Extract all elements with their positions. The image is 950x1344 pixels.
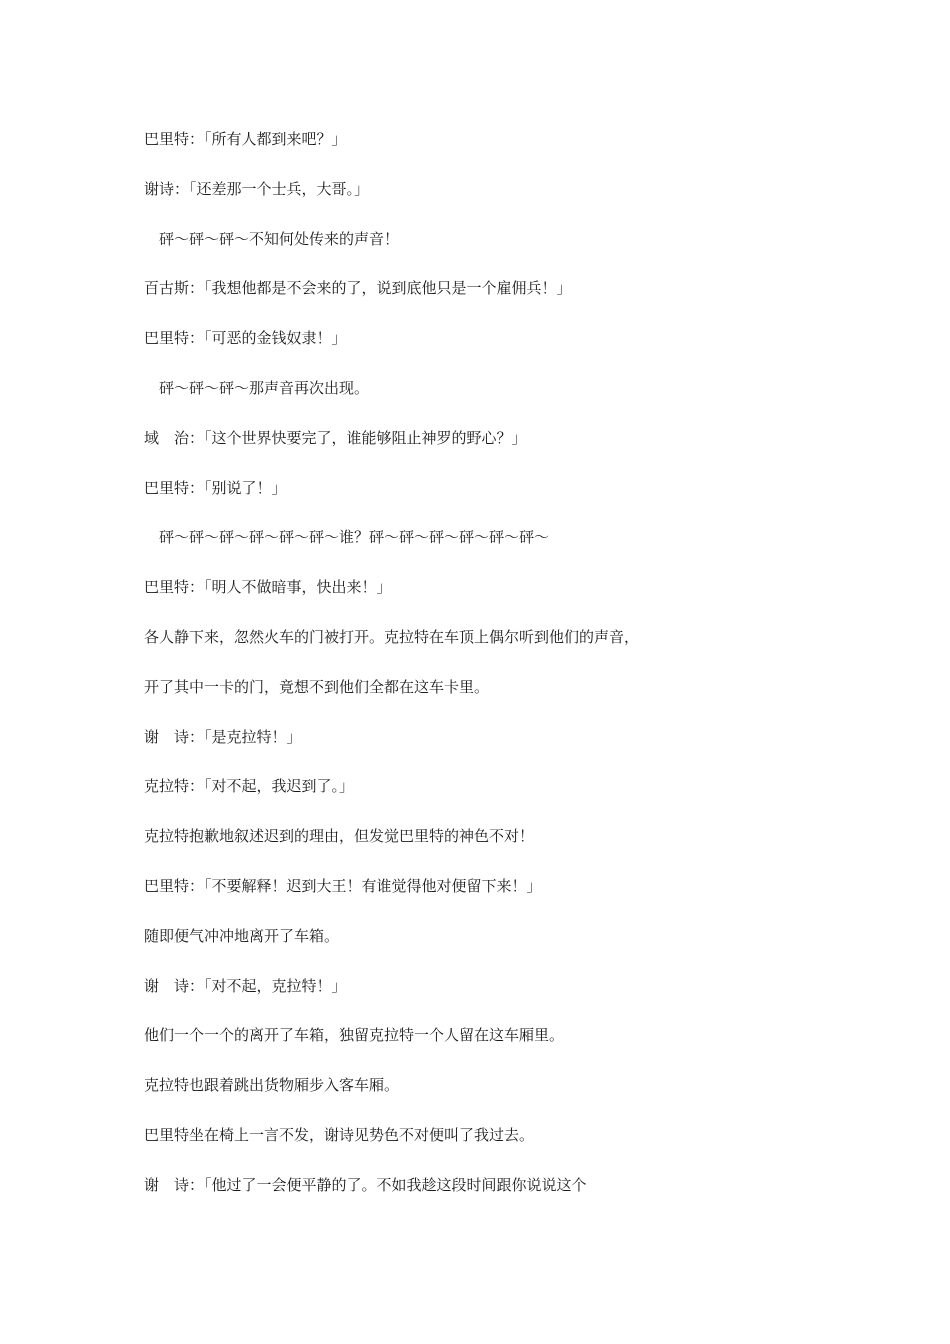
text-line: 百古斯：「我想他都是不会来的了，说到底他只是一个雇佣兵！」 (144, 279, 572, 298)
text-line: 克拉特：「对不起，我迟到了。」 (144, 777, 355, 796)
text-line: 砰～砰～砰～那声音再次出现。 (144, 378, 370, 397)
text-line: 随即便气冲冲地离开了车箱。 (144, 926, 340, 945)
text-line: 谢 诗：「他过了一会便平静的了。不如我趁这段时间跟你说说这个 (144, 1175, 587, 1194)
text-line: 巴里特：「明人不做暗事，快出来！」 (144, 578, 392, 597)
text-line: 他们一个一个的离开了车箱，独留克拉特一个人留在这车厢里。 (144, 1026, 565, 1045)
text-line: 域 治：「这个世界快要完了，谁能够阻止神罗的野心？」 (144, 428, 527, 447)
text-line: 克拉特抱歉地叙述迟到的理由，但发觉巴里特的神色不对！ (144, 827, 535, 846)
text-line: 开了其中一卡的门，竟想不到他们全都在这车卡里。 (144, 677, 490, 696)
text-line: 砰～砰～砰～不知何处传来的声音！ (144, 229, 400, 248)
text-line: 巴里特：「不要解释！迟到大王！有谁觉得他对便留下来！」 (144, 876, 542, 895)
text-line: 谢 诗：「对不起，克拉特！」 (144, 976, 347, 995)
text-line: 巴里特：「别说了！」 (144, 478, 287, 497)
text-line: 巴里特：「所有人都到来吧？」 (144, 130, 347, 148)
text-line: 巴里特：「可恶的金钱奴隶！」 (144, 329, 347, 348)
text-line: 砰～砰～砰～砰～砰～砰～谁？砰～砰～砰～砰～砰～砰～ (144, 528, 550, 547)
text-line: 克拉特也跟着跳出货物厢步入客车厢。 (144, 1076, 400, 1095)
text-line: 巴里特坐在椅上一言不发，谢诗见势色不对便叫了我过去。 (144, 1125, 535, 1144)
text-line: 谢诗：「还差那一个士兵，大哥。」 (144, 179, 370, 198)
text-body (144, 127, 844, 1223)
text-line: 谢 诗：「是克拉特！」 (144, 727, 302, 746)
text-line: 各人静下来，忽然火车的门被打开。克拉特在车顶上偶尔听到他们的声音， (144, 627, 640, 646)
